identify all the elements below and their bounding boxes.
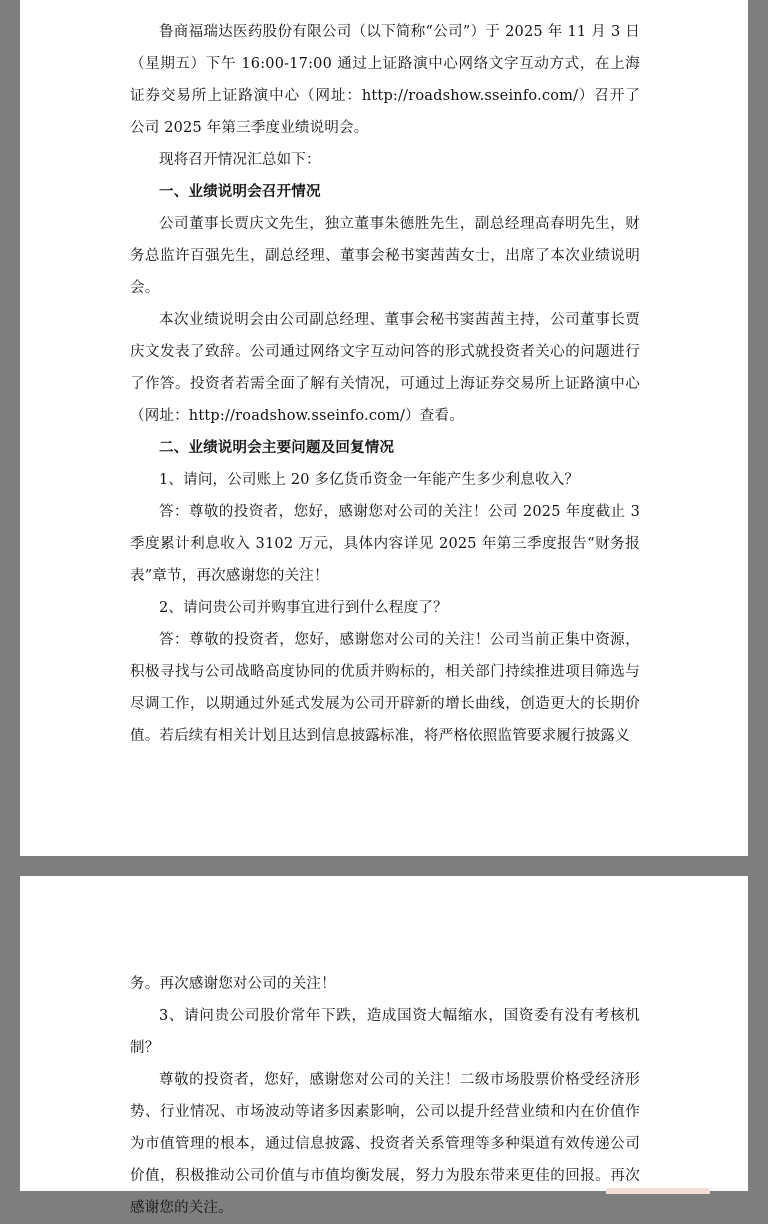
question-3: 3、请问贵公司股价常年下跌，造成国资大幅缩水，国资委有没有考核机制？ (130, 1008, 640, 1056)
section-heading-1: 一、业绩说明会召开情况 (159, 183, 321, 200)
document-page-2 (20, 876, 748, 1216)
page-corner-mark (606, 1188, 710, 1194)
attendees-paragraph: 公司董事长贾庆文先生，独立董事朱德胜先生，副总经理高春明先生，财务总监许百强先生，副总经理、董事会秘书窦茜茜女士，出席了本次业绩说明会。 (130, 216, 640, 296)
answer-1: 答：尊敬的投资者，您好，感谢您对公司的关注！公司 2025 年度截止 3 季度累计利息收入 3102 万元，具体内容详见 2025 年第三季度报告“财务报表”章节，再次感谢您的关注！ (130, 504, 640, 584)
host-paragraph: 本次业绩说明会由公司副总经理、董事会秘书窦茜茜主持，公司董事长贾庆文发表了致辞。公司通过网络文字互动问答的形式就投资者关心的问题进行了作答。投资者若需全面了解有关情况，可通过上海证券交易所上证路演中心（网址：http://roadshow.sseinfo.com/）查看。 (130, 312, 640, 424)
page-2-body (130, 968, 640, 1224)
answer-2: 答：尊敬的投资者，您好，感谢您对公司的关注！公司当前正集中资源，积极寻找与公司战略高度协同的优质并购标的，相关部门持续推进项目筛选与尽调工作，以期通过外延式发展为公司开辟新的增长曲线，创造更大的长期价值。若后续有相关计划且达到信息披露标准，将严格依照监管要求履行披露义 (130, 632, 640, 744)
document-page-1 (20, 0, 748, 856)
summary-intro: 现将召开情况汇总如下： (159, 152, 321, 168)
question-1: 1、请问，公司账上 20 多亿货币资金一年能产生多少利息收入？ (159, 472, 580, 488)
intro-paragraph: 鲁商福瑞达医药股份有限公司（以下简称“公司”）于 2025 年 11 月 3 日（星期五）下午 16:00-17:00 通过上证路演中心网络文字互动方式，在上海证券交易所上证路演中心（网址：http://roadshow.sseinfo.com/）召开了公司 2025 年第三季度业绩说明会。 (130, 24, 640, 136)
question-2: 2、请问贵公司并购事宜进行到什么程度了？ (159, 600, 448, 616)
answer-3: 尊敬的投资者，您好，感谢您对公司的关注！二级市场股票价格受经济形势、行业情况、市场波动等诸多因素影响，公司以提升经营业绩和内在价值作为市值管理的根本，通过信息披露、投资者关系管理等多种渠道有效传递公司价值，积极推动公司价值与市值均衡发展，努力为股东带来更佳的回报。再次感谢您的关注。 (130, 1072, 640, 1216)
answer-2-continued: 务。再次感谢您对公司的关注！ (130, 976, 336, 992)
page-1-body (130, 16, 640, 752)
section-heading-2: 二、业绩说明会主要问题及回复情况 (159, 439, 395, 456)
